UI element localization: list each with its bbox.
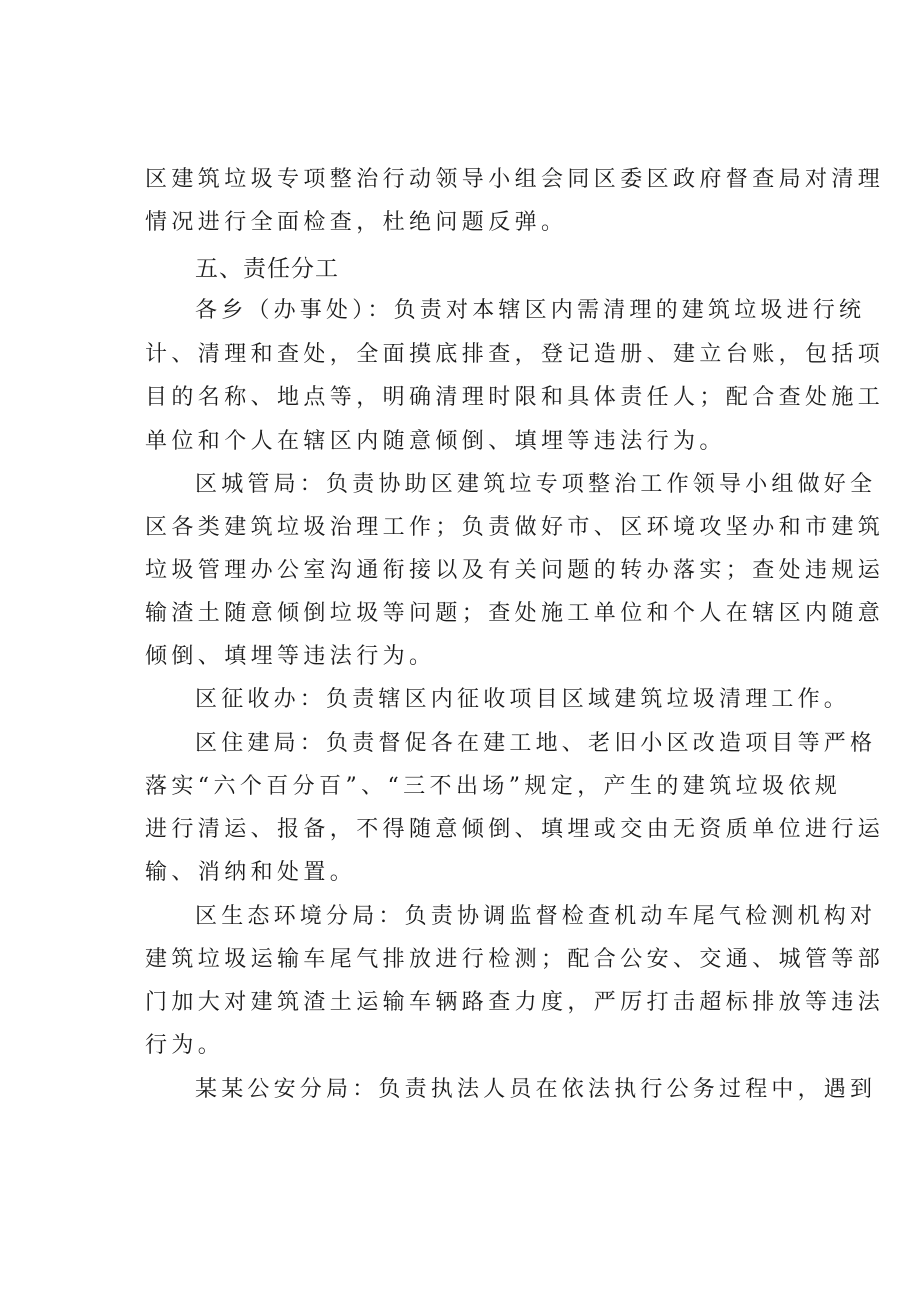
section-heading: 五、责任分工 bbox=[195, 256, 339, 282]
paragraph-line: 门加大对建筑渣土运输车辆路查力度，严厉打击超标排放等违法 bbox=[145, 990, 885, 1015]
paragraph-line: 某某公安分局：负责执法人员在依法执行公务过程中，遇到 bbox=[195, 1077, 877, 1102]
paragraph-line: 行为。 bbox=[145, 1033, 225, 1058]
paragraph-line: 情况进行全面检查，杜绝问题反弹。 bbox=[145, 210, 568, 235]
paragraph-line: 计、清理和查处，全面摸底排查，登记造册、建立台账，包括项 bbox=[145, 342, 885, 367]
paragraph-line: 输渣土随意倾倒垃圾等问题；查处施工单位和个人在辖区内随意 bbox=[145, 601, 885, 626]
paragraph-line: 区各类建筑垃圾治理工作；负责做好市、区环境攻坚办和市建筑 bbox=[145, 515, 885, 540]
paragraph-line: 区建筑垃圾专项整治行动领导小组会同区委区政府督查局对清理 bbox=[145, 167, 885, 192]
paragraph-line: 各乡（办事处）：负责对本辖区内需清理的建筑垃圾进行统 bbox=[195, 298, 866, 323]
paragraph-line: 垃圾管理办公室沟通衔接以及有关问题的转办落实；查处违规运 bbox=[145, 558, 885, 583]
paragraph-line: 区征收办：负责辖区内征收项目区域建筑垃圾清理工作。 bbox=[195, 687, 851, 712]
paragraph-line: 单位和个人在辖区内随意倾倒、填埋等违法行为。 bbox=[145, 429, 726, 454]
paragraph-line: 建筑垃圾运输车尾气排放进行检测；配合公安、交通、城管等部 bbox=[145, 947, 885, 972]
paragraph-line: 落实“六个百分百”、“三不出场”规定，产生的建筑垃圾依规 bbox=[145, 774, 842, 799]
paragraph-line: 区住建局：负责督促各在建工地、老旧小区改造项目等严格 bbox=[195, 731, 877, 756]
paragraph-line: 区生态环境分局：负责协调监督检查机动车尾气检测机构对 bbox=[195, 904, 877, 929]
paragraph-line: 倾倒、填埋等违法行为。 bbox=[145, 644, 436, 669]
paragraph-line: 输、消纳和处置。 bbox=[145, 860, 357, 885]
paragraph-line: 进行清运、报备，不得随意倾倒、填埋或交由无资质单位进行运 bbox=[145, 817, 885, 842]
paragraph-line: 区城管局：负责协助区建筑垃专项整治工作领导小组做好全 bbox=[195, 472, 877, 497]
paragraph-line: 目的名称、地点等，明确清理时限和具体责任人；配合查处施工 bbox=[145, 385, 885, 410]
